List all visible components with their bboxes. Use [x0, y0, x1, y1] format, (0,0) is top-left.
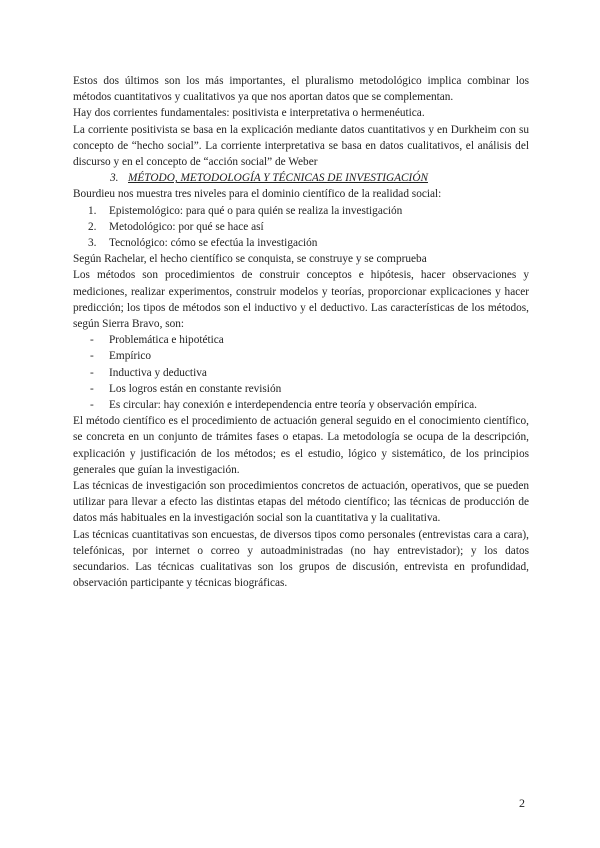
list-item-text: Es circular: hay conexión e interdependencia entre teoría y observación empírica. [109, 399, 477, 412]
list-marker: - [90, 350, 94, 363]
list-item-text: Inductiva y deductiva [109, 366, 207, 379]
list-marker: 2. [88, 220, 97, 233]
list-marker: - [90, 399, 94, 412]
paragraph-positivist: La corriente positivista se basa en la explicación mediante datos cuantitativos y en Durkheim con su concepto de “hecho social”. La corriente interpretativa se basa en datos cualitativos, el análisis del discurso y en el concepto de “acción social” de Weber [73, 123, 529, 169]
list-item-text: Epistemológico: para qué o para quién se realiza la investigación [109, 204, 403, 217]
list-marker: - [90, 334, 94, 347]
list-marker: 1. [88, 204, 97, 217]
paragraph-quantitative-qualitative: Las técnicas cuantitativas son encuestas, de diversos tipos como personales (entrevistas cara a cara), telefónicas, por internet o correo y autoadministradas (no hay entrevistador); y los datos secundarios. Las técnicas cualitativas son los grupos de discusión, entrevista en profundidad, observación participante y técnicas biográficas. [73, 528, 529, 590]
document-page [73, 73, 529, 592]
list-item-text: Empírico [109, 350, 152, 363]
list-item [73, 235, 529, 251]
list-item [73, 203, 529, 219]
paragraph-pluralism: Estos dos últimos son los más importantes, el pluralismo metodológico implica combinar los métodos cuantitativos y cualitativos ya que nos aportan datos que se complementan. [73, 75, 529, 104]
paragraph-techniques: Las técnicas de investigación son procedimientos concretos de actuación, operativos, que se pueden utilizar para llevar a efecto las distintas etapas del método científico; las técnicas de producción de datos más habituales en la investigación social son la cuantitativa y la cualitativa. [73, 480, 529, 525]
list-item [73, 332, 529, 348]
list-item [73, 348, 529, 364]
list-item-text: Tecnológico: cómo se efectúa la investigación [109, 237, 318, 250]
levels-list [73, 203, 529, 252]
characteristics-list [73, 332, 529, 413]
paragraph-methods: Los métodos son procedimientos de construir conceptos e hipótesis, hacer observaciones y mediciones, realizar experimentos, construir modelos y teorías, proporcionar explicaciones y hacer predicción; los tipos de métodos son el inductivo y el deductivo. Las características de los métodos, según Sierra Bravo, son: [73, 269, 529, 331]
list-item-text: Problemática e hipotética [109, 334, 224, 347]
paragraph-currents: Hay dos corrientes fundamentales: positivista e interpretativa o hermenéutica. [73, 107, 425, 120]
list-item [73, 365, 529, 381]
paragraph-scientific-method: El método científico es el procedimiento de actuación general seguido en el conocimiento científico, se concreta en un conjunto de trámites fases o etapas. La metodología se ocupa de la descripción, explicación y justificación de los métodos; es el estudio, lógico y sistemático, de los principios generales que guían la investigación. [73, 415, 529, 476]
list-marker: - [90, 366, 94, 379]
list-item [73, 381, 529, 397]
list-item-text: Los logros están en constante revisión [109, 382, 282, 395]
page-number: 2 [519, 796, 525, 810]
list-marker: - [90, 382, 94, 395]
list-item [73, 397, 529, 413]
section-number: 3. [110, 172, 119, 185]
list-item [73, 219, 529, 235]
list-marker: 3. [88, 237, 97, 250]
section-title: MÉTODO, METODOLOGÍA Y TÉCNICAS DE INVESTIGACIÓN [128, 172, 429, 185]
list-item-text: Metodológico: por qué se hace así [109, 220, 264, 233]
section-heading [110, 170, 529, 186]
paragraph-rachelar: Según Rachelar, el hecho científico se conquista, se construye y se comprueba [73, 253, 427, 266]
paragraph-bourdieu: Bourdieu nos muestra tres niveles para el dominio científico de la realidad social: [73, 188, 442, 201]
